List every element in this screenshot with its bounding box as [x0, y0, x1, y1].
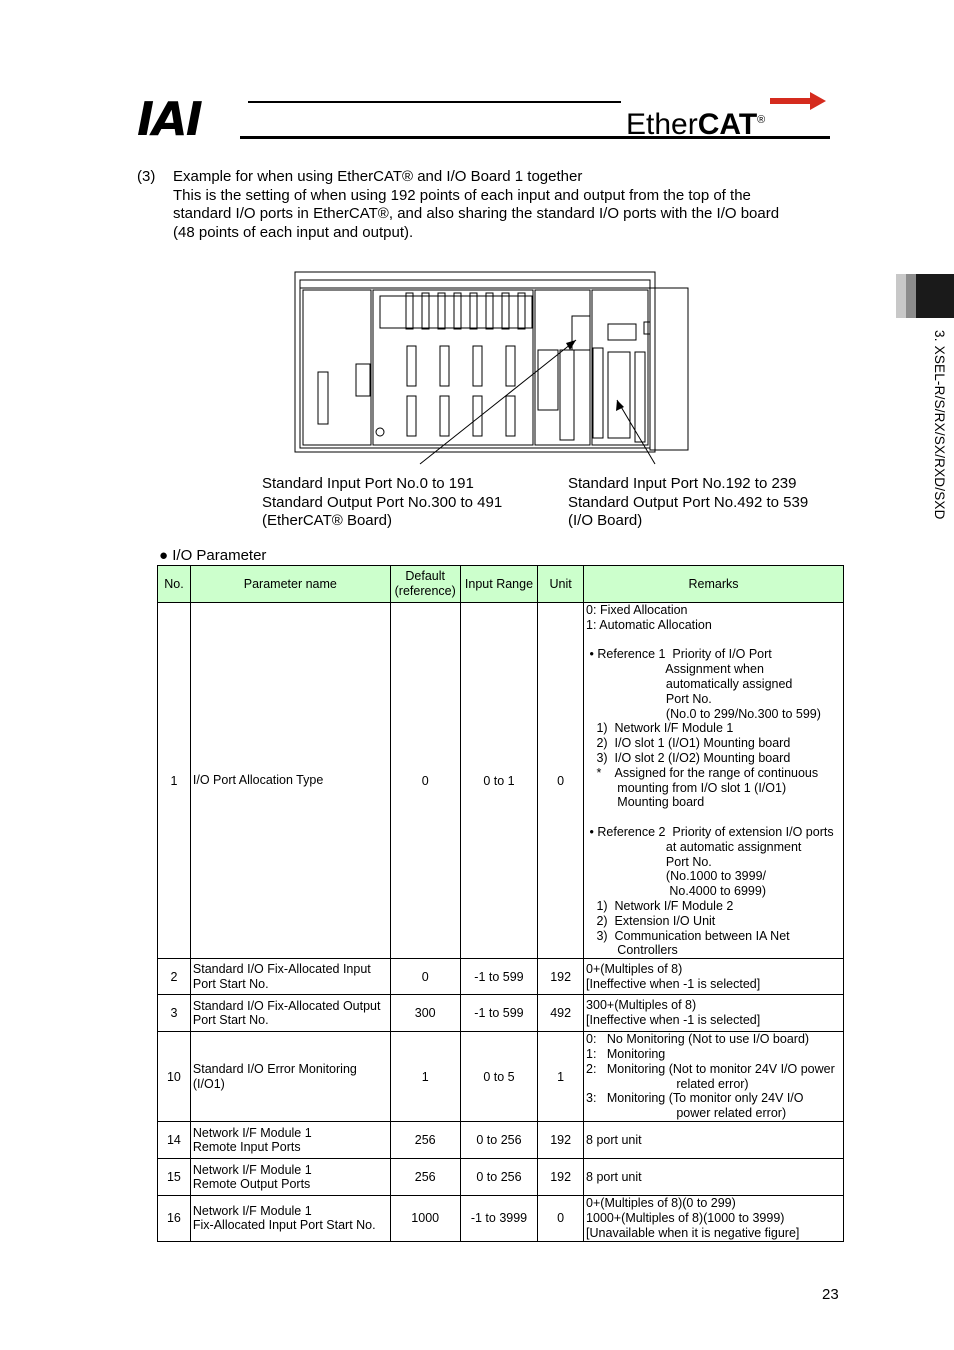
io-board-ports-label	[568, 475, 808, 531]
row-default: 256	[390, 1122, 460, 1159]
table-row	[158, 1159, 844, 1196]
row-range: 0 to 5	[460, 1032, 538, 1122]
row-remarks: 8 port unit	[584, 1159, 844, 1196]
table-row	[158, 959, 844, 995]
row-name: Standard I/O Fix-Allocated Input Port Start No.	[190, 959, 390, 995]
row-unit: 1	[538, 1032, 584, 1122]
row-remarks: 0+(Multiples of 8) [Ineffective when -1 is selected]	[584, 959, 844, 995]
ethercat-output-range: Standard Output Port No.300 to 491	[262, 493, 503, 511]
row-default: 1000	[390, 1196, 460, 1241]
row-no: 10	[158, 1032, 191, 1122]
iai-logo: IAI	[137, 92, 201, 146]
row-no: 1	[158, 603, 191, 959]
row-default: 256	[390, 1159, 460, 1196]
row-range: -1 to 599	[460, 995, 538, 1032]
row-unit: 0	[538, 1196, 584, 1241]
ethercat-input-range: Standard Input Port No.0 to 191	[262, 475, 474, 492]
row-range: 0 to 256	[460, 1159, 538, 1196]
ethercat-ports-label	[262, 475, 502, 531]
row-unit: 0	[538, 603, 584, 959]
table-row	[158, 1032, 844, 1122]
io-board-label: (I/O Board)	[568, 512, 643, 529]
row-no: 14	[158, 1122, 191, 1159]
controller-figure	[290, 268, 700, 468]
col-header-no: No.	[158, 566, 191, 603]
section-body-line-1: This is the setting of when using 192 points of each input and output from the top of the	[173, 187, 751, 204]
row-name: Network I/F Module 1 Remote Output Ports	[190, 1159, 390, 1196]
col-header-remarks: Remarks	[584, 566, 844, 603]
ethercat-logo: EtherCAT®	[626, 108, 766, 141]
ethercat-arrow-icon	[770, 90, 828, 112]
col-header-range: Input Range	[460, 566, 538, 603]
row-name: Network I/F Module 1 Fix-Allocated Input Port Start No.	[190, 1196, 390, 1241]
row-name: I/O Port Allocation Type	[190, 603, 390, 959]
row-range: -1 to 599	[460, 959, 538, 995]
row-range: 0 to 256	[460, 1122, 538, 1159]
row-default: 300	[390, 995, 460, 1032]
row-remarks: 300+(Multiples of 8) [Ineffective when -1 is selected]	[584, 995, 844, 1032]
row-unit: 192	[538, 959, 584, 995]
row-unit: 492	[538, 995, 584, 1032]
row-no: 3	[158, 995, 191, 1032]
row-no: 15	[158, 1159, 191, 1196]
col-header-name: Parameter name	[190, 566, 390, 603]
row-unit: 192	[538, 1159, 584, 1196]
row-no: 2	[158, 959, 191, 995]
page-number: 23	[822, 1286, 839, 1303]
chapter-tab	[896, 274, 954, 318]
section-number: (3)	[137, 168, 156, 185]
row-name: Network I/F Module 1 Remote Input Ports	[190, 1122, 390, 1159]
row-remarks: 0: No Monitoring (Not to use I/O board) 1: Monitoring 2: Monitoring (Not to monitor 24V I/O power related error) 3: Monitoring (To monitor only 24V I/O power related error)	[584, 1032, 844, 1122]
row-default: 1	[390, 1032, 460, 1122]
table-row	[158, 1122, 844, 1159]
section-body-line-2: standard I/O ports in EtherCAT®, and also sharing the standard I/O ports with the I/O board	[173, 205, 780, 222]
table-row	[158, 603, 844, 959]
chapter-title: 3. XSEL-R/S/RX/SX/RXD/SXD	[932, 330, 947, 520]
row-default: 0	[390, 959, 460, 995]
io-board-output-range: Standard Output Port No.492 to 539	[568, 493, 809, 511]
table-header-row	[158, 566, 844, 603]
table-row	[158, 995, 844, 1032]
col-header-unit: Unit	[538, 566, 584, 603]
io-board-input-range: Standard Input Port No.192 to 239	[568, 475, 797, 492]
table-title: ● I/O Parameter	[159, 547, 267, 564]
row-no: 16	[158, 1196, 191, 1241]
io-parameter-table	[157, 565, 844, 1242]
row-default: 0	[390, 603, 460, 959]
table-row	[158, 1196, 844, 1241]
row-name: Standard I/O Error Monitoring (I/O1)	[190, 1032, 390, 1122]
section-title: Example for when using EtherCAT® and I/O Board 1 together	[173, 168, 583, 185]
header-rule-thin	[248, 101, 621, 103]
ethercat-board-label: (EtherCAT® Board)	[262, 512, 392, 529]
row-remarks: 0: Fixed Allocation 1: Automatic Allocation • Reference 1 Priority of I/O Port Assignment when automatically assigned Port No. (No.0 to 299/No.300 to 599) 1) Network I/F Module 1 2) I/O slot 1 (I/O1) Mounting board 3) I/O slot 2 (I/O2) Mounting board * Assigned for the range of continuous mounting from I/O slot 1 (I/O1) Mounting board • Reference 2 Priority of extension I/O ports at automatic assignment Port No. (No.1000 to 3999/ No.4000 to 6999) 1) Network I/F Module 2 2) Extension I/O Unit 3) Communication between IA Net Controllers	[584, 603, 844, 959]
row-range: -1 to 3999	[460, 1196, 538, 1241]
section-body-line-3: (48 points of each input and output).	[173, 224, 414, 241]
row-range: 0 to 1	[460, 603, 538, 959]
row-remarks: 0+(Multiples of 8)(0 to 299) 1000+(Multiples of 8)(1000 to 3999) [Unavailable when it is negative figure]	[584, 1196, 844, 1241]
row-remarks: 8 port unit	[584, 1122, 844, 1159]
col-header-default: Default (reference)	[390, 566, 460, 603]
row-unit: 192	[538, 1122, 584, 1159]
row-name: Standard I/O Fix-Allocated Output Port Start No.	[190, 995, 390, 1032]
